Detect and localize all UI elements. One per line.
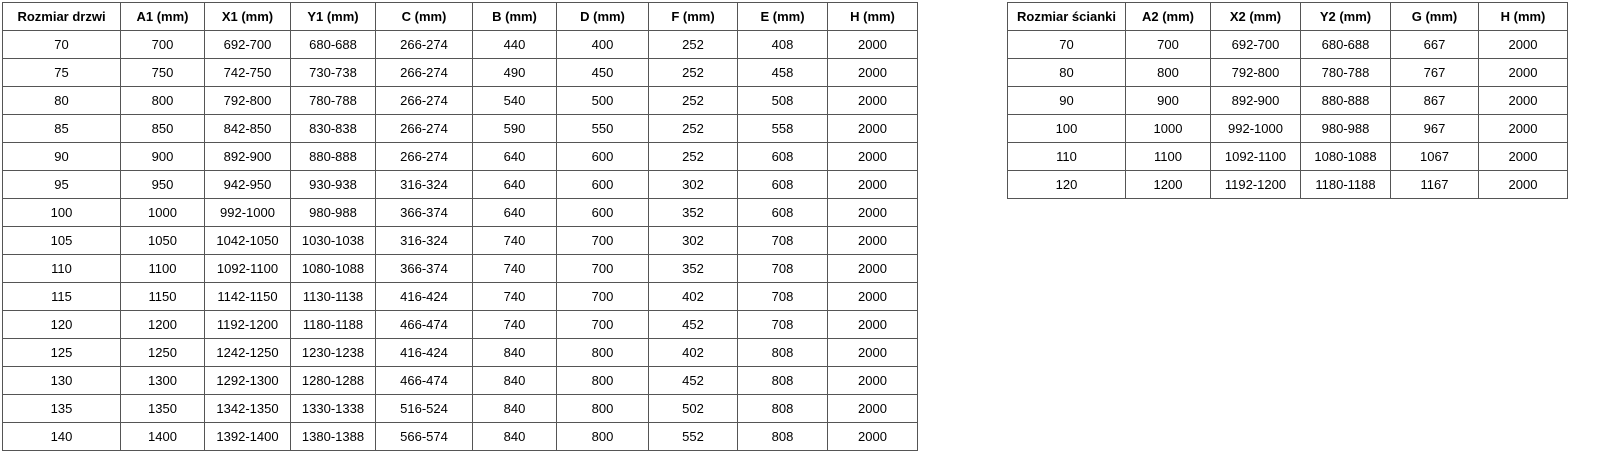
table-cell: 590 <box>473 115 557 143</box>
table-cell: 840 <box>473 367 557 395</box>
table-row <box>3 59 918 87</box>
table-cell: 2000 <box>828 227 918 255</box>
table-cell: 740 <box>473 311 557 339</box>
column-header: E (mm) <box>738 3 828 31</box>
table-cell: 1192-1200 <box>1211 171 1301 199</box>
table-cell: 458 <box>738 59 828 87</box>
table-cell: 1250 <box>121 339 205 367</box>
table-cell: 316-324 <box>376 171 473 199</box>
table-cell: 266-274 <box>376 115 473 143</box>
table-row <box>3 283 918 311</box>
table-cell: 1392-1400 <box>205 423 291 451</box>
table-cell: 942-950 <box>205 171 291 199</box>
table-cell: 135 <box>3 395 121 423</box>
table-cell: 566-574 <box>376 423 473 451</box>
table-cell: 1330-1338 <box>291 395 376 423</box>
table-cell: 1350 <box>121 395 205 423</box>
table-cell: 550 <box>557 115 649 143</box>
table-row <box>3 31 918 59</box>
table-cell: 80 <box>3 87 121 115</box>
table-cell: 558 <box>738 115 828 143</box>
table-cell: 402 <box>649 283 738 311</box>
column-header: Y2 (mm) <box>1301 3 1391 31</box>
table-cell: 2000 <box>828 31 918 59</box>
table-cell: 892-900 <box>205 143 291 171</box>
table-cell: 1180-1188 <box>1301 171 1391 199</box>
table-cell: 252 <box>649 87 738 115</box>
table-cell: 2000 <box>1479 31 1568 59</box>
door-table-header <box>3 3 918 31</box>
table-cell: 1042-1050 <box>205 227 291 255</box>
table-cell: 100 <box>3 199 121 227</box>
column-header: G (mm) <box>1391 3 1479 31</box>
table-cell: 130 <box>3 367 121 395</box>
table-cell: 1292-1300 <box>205 367 291 395</box>
table-cell: 110 <box>1008 143 1126 171</box>
table-row <box>3 367 918 395</box>
table-cell: 2000 <box>828 115 918 143</box>
table-cell: 800 <box>557 367 649 395</box>
table-cell: 808 <box>738 395 828 423</box>
table-cell: 800 <box>121 87 205 115</box>
table-cell: 850 <box>121 115 205 143</box>
table-cell: 70 <box>1008 31 1126 59</box>
table-cell: 667 <box>1391 31 1479 59</box>
table-cell: 85 <box>3 115 121 143</box>
table-cell: 252 <box>649 115 738 143</box>
table-cell: 2000 <box>1479 143 1568 171</box>
table-cell: 508 <box>738 87 828 115</box>
table-cell: 100 <box>1008 115 1126 143</box>
table-cell: 502 <box>649 395 738 423</box>
table-cell: 266-274 <box>376 31 473 59</box>
table-cell: 608 <box>738 171 828 199</box>
table-cell: 1300 <box>121 367 205 395</box>
table-cell: 808 <box>738 339 828 367</box>
table-cell: 640 <box>473 199 557 227</box>
table-cell: 730-738 <box>291 59 376 87</box>
table-cell: 302 <box>649 171 738 199</box>
table-cell: 708 <box>738 283 828 311</box>
table-cell: 366-374 <box>376 255 473 283</box>
table-cell: 110 <box>3 255 121 283</box>
table-cell: 125 <box>3 339 121 367</box>
table-cell: 700 <box>557 227 649 255</box>
table-cell: 402 <box>649 339 738 367</box>
table-cell: 742-750 <box>205 59 291 87</box>
table-cell: 640 <box>473 171 557 199</box>
table-cell: 700 <box>557 255 649 283</box>
column-header: A1 (mm) <box>121 3 205 31</box>
table-cell: 950 <box>121 171 205 199</box>
table-cell: 552 <box>649 423 738 451</box>
table-cell: 120 <box>3 311 121 339</box>
table-cell: 1092-1100 <box>205 255 291 283</box>
table-cell: 1200 <box>1126 171 1211 199</box>
table-cell: 416-424 <box>376 283 473 311</box>
table-row <box>1008 143 1568 171</box>
table-cell: 880-888 <box>291 143 376 171</box>
table-cell: 90 <box>3 143 121 171</box>
table-cell: 792-800 <box>205 87 291 115</box>
table-cell: 740 <box>473 255 557 283</box>
table-cell: 2000 <box>828 367 918 395</box>
table-cell: 1092-1100 <box>1211 143 1301 171</box>
table-cell: 2000 <box>828 143 918 171</box>
table-cell: 600 <box>557 143 649 171</box>
table-cell: 980-988 <box>1301 115 1391 143</box>
table-row <box>3 171 918 199</box>
header-row <box>3 3 918 31</box>
table-cell: 2000 <box>828 339 918 367</box>
table-cell: 2000 <box>828 311 918 339</box>
table-cell: 450 <box>557 59 649 87</box>
table-row <box>3 115 918 143</box>
table-cell: 600 <box>557 199 649 227</box>
table-cell: 800 <box>557 423 649 451</box>
table-cell: 980-988 <box>291 199 376 227</box>
table-cell: 2000 <box>828 255 918 283</box>
table-cell: 252 <box>649 59 738 87</box>
column-header: Rozmiar ścianki <box>1008 3 1126 31</box>
table-cell: 400 <box>557 31 649 59</box>
column-header: F (mm) <box>649 3 738 31</box>
table-cell: 767 <box>1391 59 1479 87</box>
table-cell: 700 <box>121 31 205 59</box>
table-cell: 140 <box>3 423 121 451</box>
table-cell: 700 <box>557 311 649 339</box>
column-header: C (mm) <box>376 3 473 31</box>
table-cell: 2000 <box>828 87 918 115</box>
table-cell: 466-474 <box>376 367 473 395</box>
table-cell: 95 <box>3 171 121 199</box>
table-row <box>1008 59 1568 87</box>
table-cell: 892-900 <box>1211 87 1301 115</box>
table-cell: 1342-1350 <box>205 395 291 423</box>
table-cell: 608 <box>738 199 828 227</box>
table-cell: 2000 <box>1479 87 1568 115</box>
table-cell: 1130-1138 <box>291 283 376 311</box>
table-cell: 740 <box>473 227 557 255</box>
table-cell: 2000 <box>828 423 918 451</box>
table-cell: 808 <box>738 423 828 451</box>
table-cell: 2000 <box>1479 115 1568 143</box>
table-cell: 1150 <box>121 283 205 311</box>
table-cell: 408 <box>738 31 828 59</box>
table-cell: 600 <box>557 171 649 199</box>
table-cell: 70 <box>3 31 121 59</box>
table-cell: 840 <box>473 423 557 451</box>
table-cell: 780-788 <box>1301 59 1391 87</box>
table-cell: 2000 <box>828 395 918 423</box>
table-cell: 1000 <box>121 199 205 227</box>
table-row <box>3 423 918 451</box>
table-cell: 452 <box>649 311 738 339</box>
table-cell: 840 <box>473 395 557 423</box>
table-cell: 2000 <box>828 59 918 87</box>
column-header: A2 (mm) <box>1126 3 1211 31</box>
table-cell: 266-274 <box>376 143 473 171</box>
table-cell: 80 <box>1008 59 1126 87</box>
table-cell: 105 <box>3 227 121 255</box>
wall-table-body <box>1008 31 1568 199</box>
table-cell: 680-688 <box>291 31 376 59</box>
table-cell: 466-474 <box>376 311 473 339</box>
table-cell: 440 <box>473 31 557 59</box>
table-cell: 792-800 <box>1211 59 1301 87</box>
table-cell: 120 <box>1008 171 1126 199</box>
table-cell: 830-838 <box>291 115 376 143</box>
table-cell: 640 <box>473 143 557 171</box>
table-cell: 750 <box>121 59 205 87</box>
table-cell: 540 <box>473 87 557 115</box>
table-cell: 1080-1088 <box>291 255 376 283</box>
table-cell: 316-324 <box>376 227 473 255</box>
table-cell: 680-688 <box>1301 31 1391 59</box>
table-cell: 1280-1288 <box>291 367 376 395</box>
table-cell: 1080-1088 <box>1301 143 1391 171</box>
table-cell: 900 <box>1126 87 1211 115</box>
table-row <box>1008 87 1568 115</box>
table-cell: 700 <box>1126 31 1211 59</box>
table-row <box>3 395 918 423</box>
header-row <box>1008 3 1568 31</box>
table-row <box>1008 115 1568 143</box>
table-cell: 1030-1038 <box>291 227 376 255</box>
table-row <box>3 87 918 115</box>
table-cell: 808 <box>738 367 828 395</box>
table-cell: 90 <box>1008 87 1126 115</box>
table-cell: 452 <box>649 367 738 395</box>
table-cell: 1100 <box>121 255 205 283</box>
table-cell: 840 <box>473 339 557 367</box>
table-row <box>3 227 918 255</box>
table-cell: 1200 <box>121 311 205 339</box>
column-header: X1 (mm) <box>205 3 291 31</box>
wall-table-header <box>1008 3 1568 31</box>
table-row <box>1008 31 1568 59</box>
table-cell: 1050 <box>121 227 205 255</box>
table-cell: 352 <box>649 199 738 227</box>
table-cell: 708 <box>738 227 828 255</box>
column-header: D (mm) <box>557 3 649 31</box>
table-cell: 930-938 <box>291 171 376 199</box>
table-cell: 880-888 <box>1301 87 1391 115</box>
table-cell: 700 <box>557 283 649 311</box>
table-cell: 1242-1250 <box>205 339 291 367</box>
table-cell: 1192-1200 <box>205 311 291 339</box>
table-cell: 302 <box>649 227 738 255</box>
table-row <box>3 199 918 227</box>
table-cell: 2000 <box>1479 59 1568 87</box>
table-cell: 1400 <box>121 423 205 451</box>
table-cell: 500 <box>557 87 649 115</box>
table-cell: 608 <box>738 143 828 171</box>
column-header: Rozmiar drzwi <box>3 3 121 31</box>
table-cell: 115 <box>3 283 121 311</box>
table-cell: 867 <box>1391 87 1479 115</box>
table-cell: 516-524 <box>376 395 473 423</box>
column-header: H (mm) <box>1479 3 1568 31</box>
table-cell: 2000 <box>828 171 918 199</box>
column-header: B (mm) <box>473 3 557 31</box>
table-cell: 75 <box>3 59 121 87</box>
table-cell: 490 <box>473 59 557 87</box>
table-cell: 967 <box>1391 115 1479 143</box>
column-header: Y1 (mm) <box>291 3 376 31</box>
table-cell: 900 <box>121 143 205 171</box>
table-cell: 992-1000 <box>1211 115 1301 143</box>
table-cell: 1000 <box>1126 115 1211 143</box>
table-cell: 1100 <box>1126 143 1211 171</box>
table-cell: 1180-1188 <box>291 311 376 339</box>
table-row <box>3 143 918 171</box>
table-row <box>3 255 918 283</box>
column-header: H (mm) <box>828 3 918 31</box>
table-cell: 1230-1238 <box>291 339 376 367</box>
table-cell: 692-700 <box>205 31 291 59</box>
table-cell: 800 <box>557 395 649 423</box>
table-cell: 800 <box>557 339 649 367</box>
table-row <box>1008 171 1568 199</box>
table-cell: 740 <box>473 283 557 311</box>
table-cell: 252 <box>649 143 738 171</box>
table-cell: 780-788 <box>291 87 376 115</box>
table-row <box>3 339 918 367</box>
table-row <box>3 311 918 339</box>
door-size-table <box>2 2 918 451</box>
table-cell: 266-274 <box>376 59 473 87</box>
table-cell: 1380-1388 <box>291 423 376 451</box>
table-cell: 1167 <box>1391 171 1479 199</box>
table-cell: 1142-1150 <box>205 283 291 311</box>
table-cell: 800 <box>1126 59 1211 87</box>
table-cell: 266-274 <box>376 87 473 115</box>
table-cell: 2000 <box>1479 171 1568 199</box>
table-cell: 708 <box>738 311 828 339</box>
table-cell: 708 <box>738 255 828 283</box>
door-table-body <box>3 31 918 451</box>
table-cell: 842-850 <box>205 115 291 143</box>
table-cell: 2000 <box>828 283 918 311</box>
table-cell: 252 <box>649 31 738 59</box>
table-cell: 992-1000 <box>205 199 291 227</box>
table-cell: 2000 <box>828 199 918 227</box>
table-cell: 352 <box>649 255 738 283</box>
wall-size-table <box>1007 2 1568 199</box>
table-cell: 1067 <box>1391 143 1479 171</box>
table-cell: 692-700 <box>1211 31 1301 59</box>
table-cell: 366-374 <box>376 199 473 227</box>
column-header: X2 (mm) <box>1211 3 1301 31</box>
table-cell: 416-424 <box>376 339 473 367</box>
